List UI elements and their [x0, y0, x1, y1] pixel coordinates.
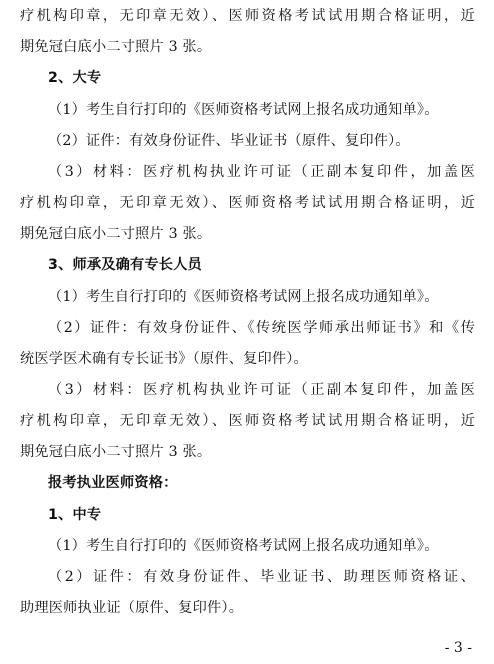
text-line-6: （3）材料：医疗机构执业许可证（正副本复印件，加盖医: [48, 164, 475, 180]
text-line-12: 统医学医术确有专长证书》（原件、复印件）。: [20, 351, 308, 367]
text-line-10: （1）考生自行打印的《医师资格考试网上报名成功通知单》。: [48, 289, 439, 305]
text-line-2: 期免冠白底小二寸照片 3 张。: [20, 39, 212, 55]
text-line-5: （2）证件：有效身份证件、毕业证书（原件、复印件）。: [48, 133, 410, 149]
page-number: - 3 -: [444, 640, 472, 656]
text-line-18: （1）考生自行打印的《医师资格考试网上报名成功通知单》。: [48, 538, 439, 554]
text-line-19: （2）证件：有效身份证件、毕业证书、助理医师资格证、: [48, 569, 475, 585]
text-line-7: 疗机构印章，无印章无效）、医师资格考试试用期合格证明，近: [20, 195, 475, 211]
text-line-1: 疗机构印章，无印章无效）、医师资格考试试用期合格证明，近: [20, 8, 475, 24]
text-line-20: 助理医师执业证（原件、复印件）。: [20, 600, 244, 616]
text-line-11: （2）证件：有效身份证件、《传统医学师承出师证书》和《传: [48, 320, 475, 336]
section-heading-shicheng: 3、师承及确有专长人员: [48, 257, 202, 273]
text-line-13: （3）材料：医疗机构执业许可证（正副本复印件，加盖医: [48, 382, 475, 398]
section-heading-dazhuan: 2、大专: [48, 70, 102, 86]
text-line-14: 疗机构印章，无印章无效）、医师资格考试试用期合格证明，近: [20, 413, 475, 429]
text-line-8: 期免冠白底小二寸照片 3 张。: [20, 226, 212, 242]
section-heading-zhiye: 报考执业医师资格：: [48, 475, 178, 491]
section-heading-zhongzhuan: 1、中专: [48, 507, 102, 523]
text-line-4: （1）考生自行打印的《医师资格考试网上报名成功通知单》。: [48, 102, 439, 118]
text-line-15: 期免冠白底小二寸照片 3 张。: [20, 444, 212, 460]
